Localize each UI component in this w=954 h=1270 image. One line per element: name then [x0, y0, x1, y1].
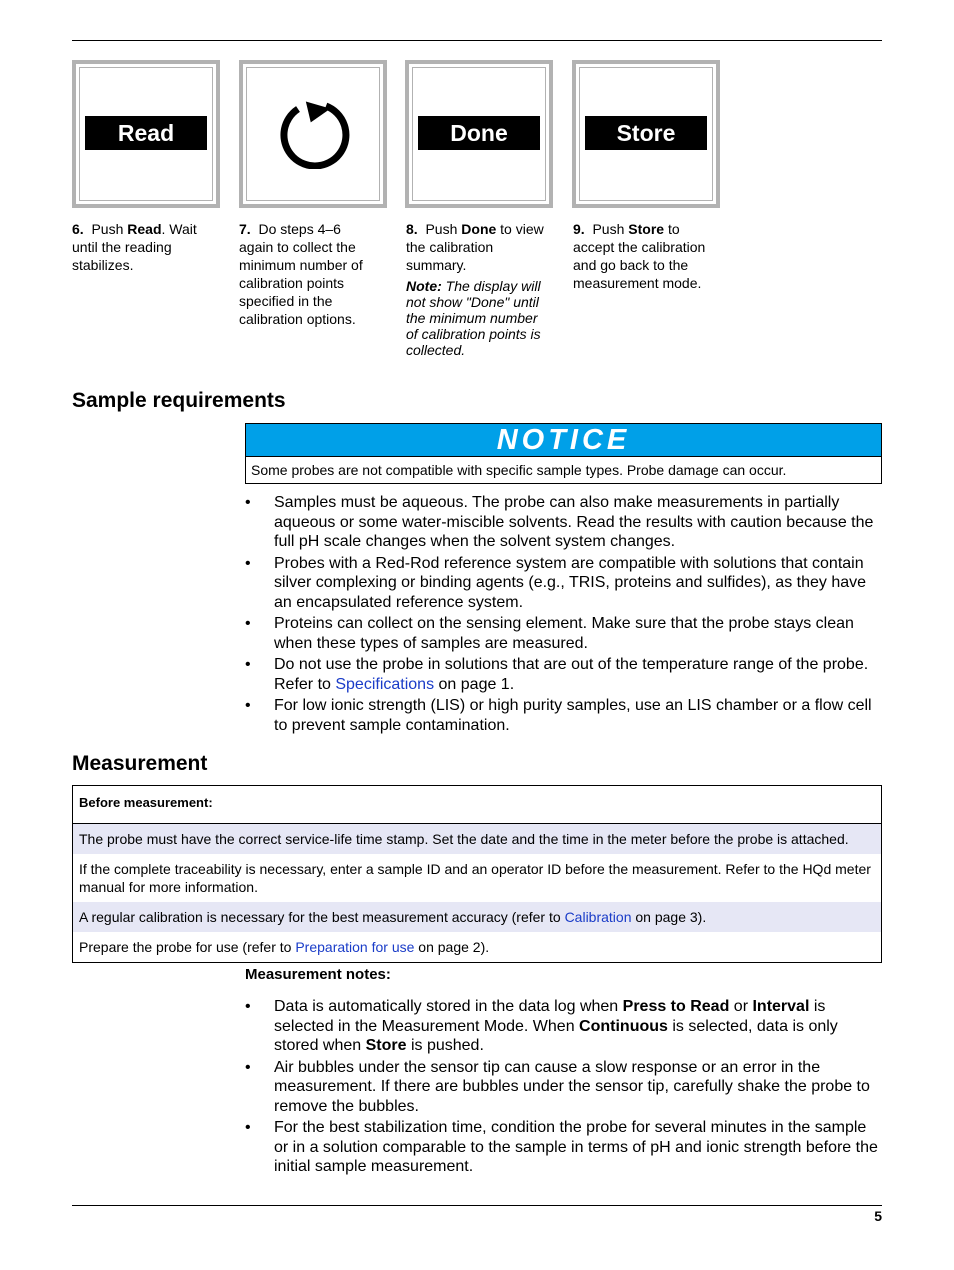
refresh-icon — [276, 95, 350, 169]
list-item: • For the best stabilization time, condition the probe for several minutes in the sample or in a solution comparable to the sample in terms of pH and ionic strength before the initial sample measurement. — [245, 1118, 882, 1177]
table-row: Prepare the probe for use (refer to Preparation for use on page 2). — [73, 932, 882, 963]
table-row: A regular calibration is necessary for the best measurement accuracy (refer to Calibration on page 3). — [73, 902, 882, 932]
step-6-text: 6. Push Read. Wait until the reading stabilizes. — [72, 221, 197, 273]
list-item: • Samples must be aqueous. The probe can also make measurements in partially aqueous or some water-miscible solvents. Read the results with caution because the full pH scale changes when the solvent system changes. — [245, 493, 882, 552]
page-number: 5 — [874, 1208, 882, 1224]
table-row: If the complete traceability is necessary, enter a sample ID and an operator ID before the measurement. Refer to the HQd meter manual for more information. — [73, 854, 882, 902]
step-6-image — [72, 60, 220, 208]
before-measurement-table — [72, 785, 882, 963]
store-button-graphic: Store — [585, 116, 707, 150]
list-item: • Do not use the probe in solutions that are out of the temperature range of the probe. Refer to Specifications on page 1. — [245, 655, 882, 694]
step-8-image — [405, 60, 553, 208]
read-button-graphic: Read — [85, 116, 207, 150]
step-7-text: 7. Do steps 4–6 again to collect the minimum number of calibration points specified in the calibration options. — [239, 221, 363, 327]
measurement-notes-title: Measurement notes: — [245, 966, 391, 983]
sample-bullet-list — [245, 493, 882, 737]
specifications-link[interactable]: Specifications — [335, 675, 435, 693]
preparation-for-use-link[interactable]: Preparation for use — [295, 939, 415, 955]
done-button-graphic: Done — [418, 116, 540, 150]
list-item: • For low ionic strength (LIS) or high purity samples, use an LIS chamber or a flow cell to prevent sample contamination. — [245, 696, 882, 735]
measurement-notes-list — [245, 997, 882, 1179]
notice-box — [245, 423, 882, 484]
bottom-rule — [72, 1205, 882, 1206]
step-8-note: Note: The display will not show "Done" until the minimum number of calibration points is collected. — [406, 278, 541, 358]
top-rule — [72, 40, 882, 41]
sample-requirements-heading: Sample requirements — [72, 389, 286, 412]
list-item: • Air bubbles under the sensor tip can cause a slow response or an error in the measurement. If there are bubbles under the sensor tip, carefully shake the probe to remove the bubbles. — [245, 1058, 882, 1117]
notice-text: Some probes are not compatible with specific sample types. Probe damage can occur. — [251, 462, 787, 478]
step-7-image — [239, 60, 387, 208]
list-item: • Proteins can collect on the sensing element. Make sure that the probe stays clean when these types of samples are measured. — [245, 614, 882, 653]
calibration-link[interactable]: Calibration — [564, 909, 632, 925]
step-9-image — [572, 60, 720, 208]
table-header: Before measurement: — [73, 786, 882, 824]
notice-title: NOTICE — [246, 424, 881, 457]
measurement-heading: Measurement — [72, 752, 208, 775]
list-item: • Data is automatically stored in the data log when Press to Read or Interval is selected in the Measurement Mode. When Continuous is selected, data is only stored when Store is pushed. — [245, 997, 882, 1056]
step-9-text: 9. Push Store to accept the calibration and go back to the measurement mode. — [573, 221, 706, 291]
table-row: The probe must have the correct service-life time stamp. Set the date and the time in the meter before the probe is attached. — [73, 824, 882, 855]
list-item: • Probes with a Red-Rod reference system are compatible with solutions that contain silver complexing or binding agents (e.g., TRIS, proteins and sulfides), as they have an encapsulated reference system. — [245, 554, 882, 613]
step-8-text: 8. Push Done to view the calibration summary. Note: The display will not show "Done" until the minimum number of calibration points is collected. — [406, 220, 546, 358]
